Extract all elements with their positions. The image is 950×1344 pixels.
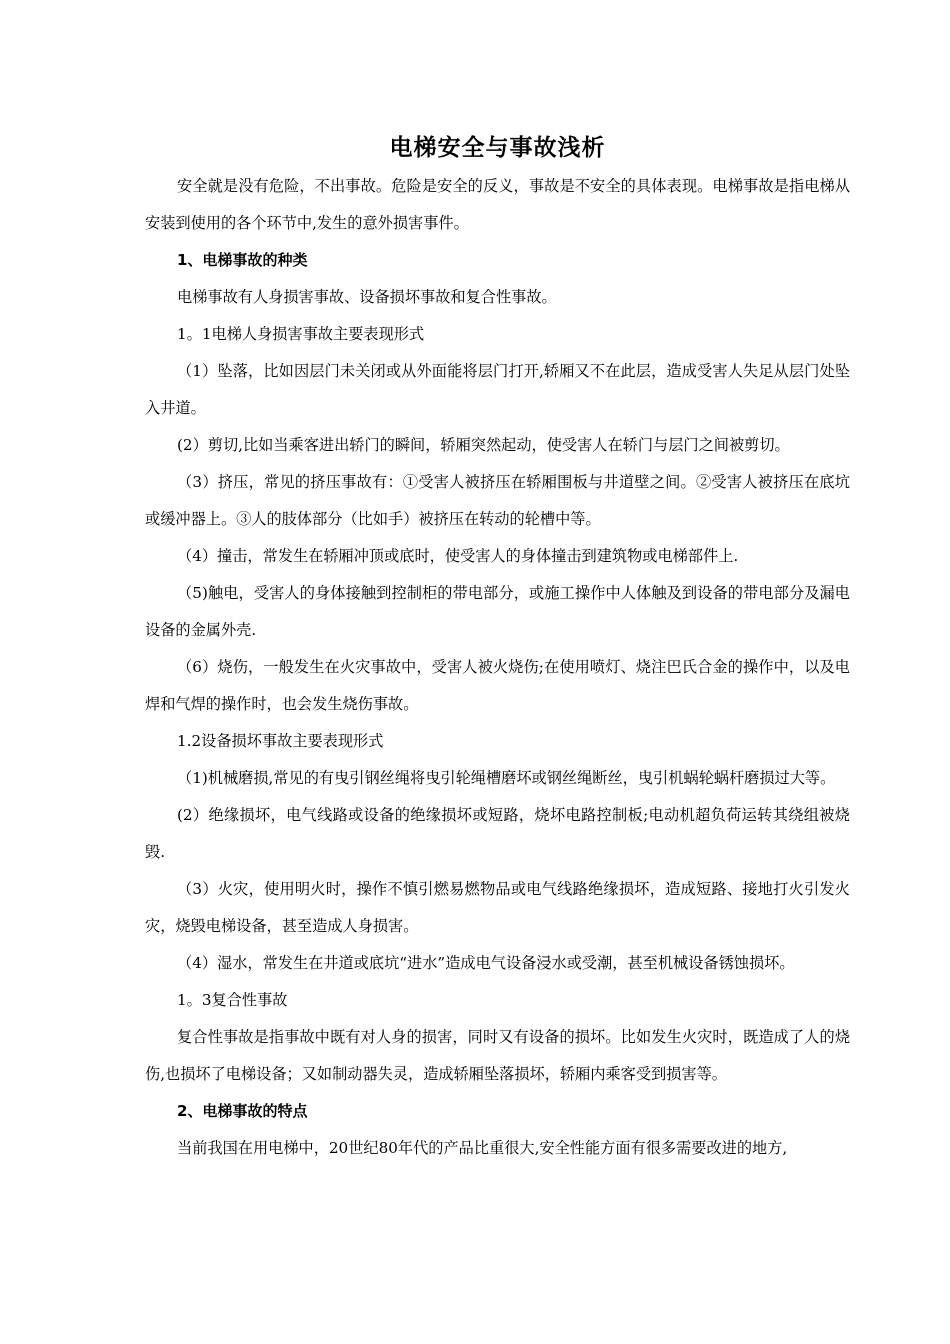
- subsection-heading-equipment-damage: 1.2设备损坏事故主要表现形式: [177, 732, 384, 750]
- list-item-crush: （3）挤压，常见的挤压事故有：①受害人被挤压在轿厢围板与井道壁之间。②受害人被挤压在底坑或缓冲器上。③人的肢体部分（比如手）被挤压在转动的轮槽中等。: [145, 473, 850, 528]
- list-item-burn: （6）烧伤，一般发生在火灾事故中，受害人被火烧伤;在使用喷灯、烧注巴氏合金的操作中，以及电焊和气焊的操作时，也会发生烧伤事故。: [145, 658, 850, 713]
- list-item-water: （4）湿水，常发生在井道或底坑“进水”造成电气设备浸水或受潮，甚至机械设备锈蚀损坏。: [177, 954, 795, 972]
- list-item-impact: （4）撞击，常发生在轿厢冲顶或底时，使受害人的身体撞击到建筑物或电梯部件上.: [177, 547, 739, 565]
- compound-accident-paragraph: 复合性事故是指事故中既有对人身的损害，同时又有设备的损坏。比如发生火灾时，既造成了人的烧伤,也损坏了电梯设备；又如制动器失灵，造成轿厢坠落损坏，轿厢内乘客受到损害等。: [145, 1028, 850, 1083]
- page-title: 电梯安全与事故浅析: [389, 135, 606, 161]
- list-item-fire: （3）火灾，使用明火时，操作不慎引燃易燃物品或电气线路绝缘损坏，造成短路、接地打火引发火灾，烧毁电梯设备，甚至造成人身损害。: [145, 880, 850, 935]
- subsection-heading-personal-injury: 1。1电梯人身损害事故主要表现形式: [177, 325, 425, 343]
- section-heading-types: 1、电梯事故的种类: [177, 251, 308, 269]
- list-item-shear: (2）剪切,比如当乘客进出轿门的瞬间，轿厢突然起动，使受害人在轿门与层门之间被剪切。: [177, 436, 790, 454]
- subsection-heading-compound: 1。3复合性事故: [177, 991, 288, 1009]
- list-item-electric-shock: （5)触电，受害人的身体接触到控制柜的带电部分，或施工操作中人体触及到设备的带电部分及漏电设备的金属外壳.: [145, 584, 850, 639]
- list-item-mechanical-wear: （1)机械磨损,常见的有曳引钢丝绳将曳引轮绳槽磨坏或钢丝绳断丝，曳引机蜗轮蜗杆磨损过大等。: [177, 769, 836, 787]
- section-lead-paragraph: 电梯事故有人身损害事故、设备损坏事故和复合性事故。: [177, 288, 557, 306]
- document-body: [145, 128, 850, 1167]
- section-heading-characteristics: 2、电梯事故的特点: [177, 1102, 308, 1120]
- characteristics-paragraph: 当前我国在用电梯中，20世纪80年代的产品比重很大,安全性能方面有很多需要改进的地方,: [177, 1139, 788, 1157]
- list-item-insulation-damage: (2）绝缘损坏，电气线路或设备的绝缘损坏或短路，烧坏电路控制板;电动机超负荷运转其绕组被烧毁.: [145, 806, 850, 861]
- intro-paragraph: 安全就是没有危险，不出事故。危险是安全的反义，事故是不安全的具体表现。电梯事故是指电梯从安装到使用的各个环节中,发生的意外损害事件。: [145, 177, 850, 232]
- list-item-fall: （1）坠落，比如因层门未关闭或从外面能将层门打开,轿厢又不在此层，造成受害人失足从层门处坠入井道。: [145, 362, 850, 417]
